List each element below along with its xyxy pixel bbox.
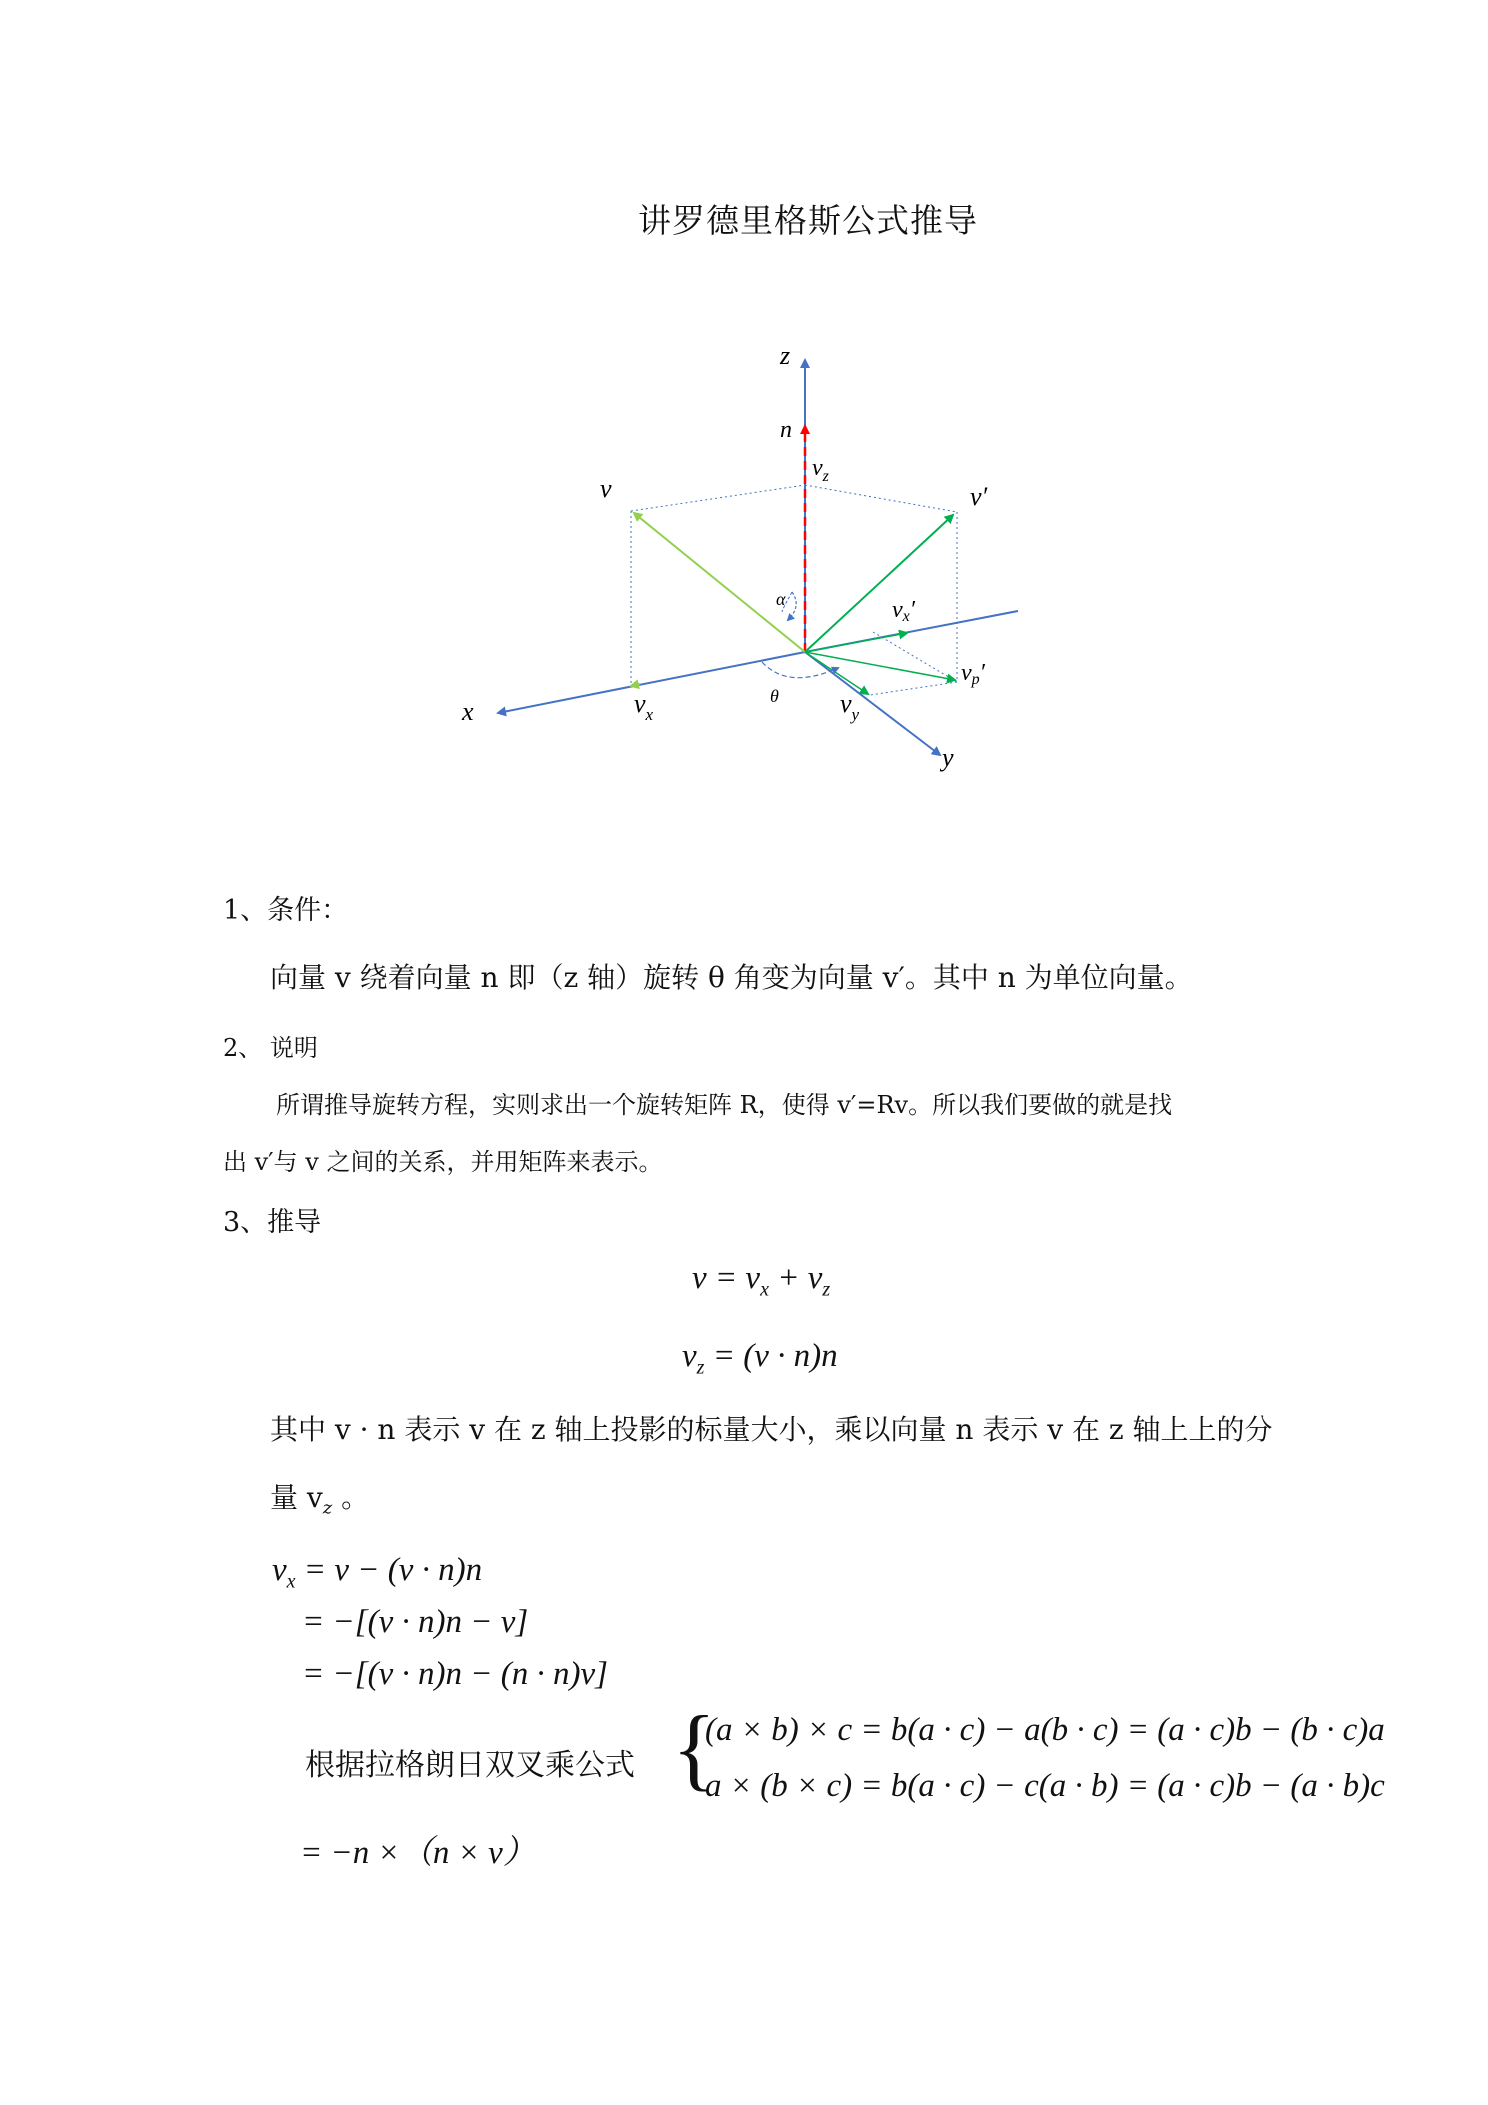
derivation-line-4: = −n ×（n × v） bbox=[300, 1835, 536, 1871]
projection-guides bbox=[631, 485, 957, 695]
alpha-label: α bbox=[776, 589, 786, 609]
vx-prime-label: vx′ bbox=[892, 597, 916, 625]
derivation-line-3: = −[(v · n)n − (n · n)v] bbox=[302, 1656, 608, 1692]
lagrange-brace: { bbox=[672, 1697, 717, 1799]
equation-vz: $v_z = (v \cdot n)n$ bbox=[682, 1338, 838, 1379]
explanation-line-2: 量 $v_z$ 。 bbox=[270, 1481, 370, 1519]
section-1-text: 向量 v 绕着向量 n 即（z 轴）旋转 θ 角变为向量 v′。其中 n 为单位向量。 bbox=[270, 961, 1193, 994]
v-vector bbox=[634, 513, 805, 652]
derivation-line-1: $v_x = v - (v \cdot n)n$ bbox=[272, 1552, 483, 1593]
z-axis-label: z bbox=[780, 341, 791, 370]
v-label: v bbox=[600, 474, 612, 503]
x-axis bbox=[498, 652, 805, 713]
vp-prime-label: vp′ bbox=[961, 660, 985, 688]
x-axis-label: x bbox=[462, 697, 474, 726]
section-2-heading: 2、 说明 bbox=[223, 1034, 318, 1062]
vx-prime-vector bbox=[805, 633, 907, 652]
n-label: n bbox=[780, 417, 792, 443]
rotation-diagram bbox=[440, 330, 1060, 800]
vx-label: $v_x$ bbox=[634, 689, 654, 724]
vy-label: $v_y$ bbox=[840, 689, 860, 724]
alpha-arc-arrow bbox=[788, 592, 796, 620]
vp-prime-vector bbox=[805, 652, 955, 680]
page-title: 讲罗德里格斯公式推导 bbox=[638, 201, 978, 240]
y-axis-label: y bbox=[942, 743, 954, 772]
lagrange-formula-1: (a × b) × c = b(a · c) − a(b · c) = (a · c)b − (b · c)a bbox=[705, 1712, 1385, 1748]
lagrange-formula-2: a × (b × c) = b(a · c) − c(a · b) = (a · c)b − (a · b)c bbox=[705, 1768, 1385, 1804]
derivation-line-2: = −[(v · n)n − v] bbox=[302, 1604, 529, 1640]
section-2-line-1: 所谓推导旋转方程，实则求出一个旋转矩阵 R，使得 v′=Rv。所以我们要做的就是找 bbox=[276, 1091, 1173, 1119]
section-1-heading: 1、条件： bbox=[223, 895, 349, 926]
v-prime-label: v′ bbox=[970, 482, 988, 511]
y-axis bbox=[805, 652, 940, 755]
lagrange-label: 根据拉格朗日双叉乘公式 bbox=[305, 1748, 635, 1783]
v-prime-vector bbox=[805, 515, 953, 652]
theta-arc bbox=[762, 662, 838, 678]
section-2-line-2: 出 v′与 v 之间的关系，并用矩阵来表示。 bbox=[223, 1148, 663, 1176]
theta-label: θ bbox=[770, 686, 779, 706]
equation-v-decomposition: $v = v_x + v_z$ bbox=[692, 1260, 831, 1301]
explanation-line-1: 其中 v · n 表示 v 在 z 轴上投影的标量大小，乘以向量 n 表示 v 在 z 轴上上的分 bbox=[270, 1413, 1273, 1446]
vz-label: $v_z$ bbox=[812, 455, 829, 485]
section-3-heading: 3、推导 bbox=[223, 1207, 322, 1238]
